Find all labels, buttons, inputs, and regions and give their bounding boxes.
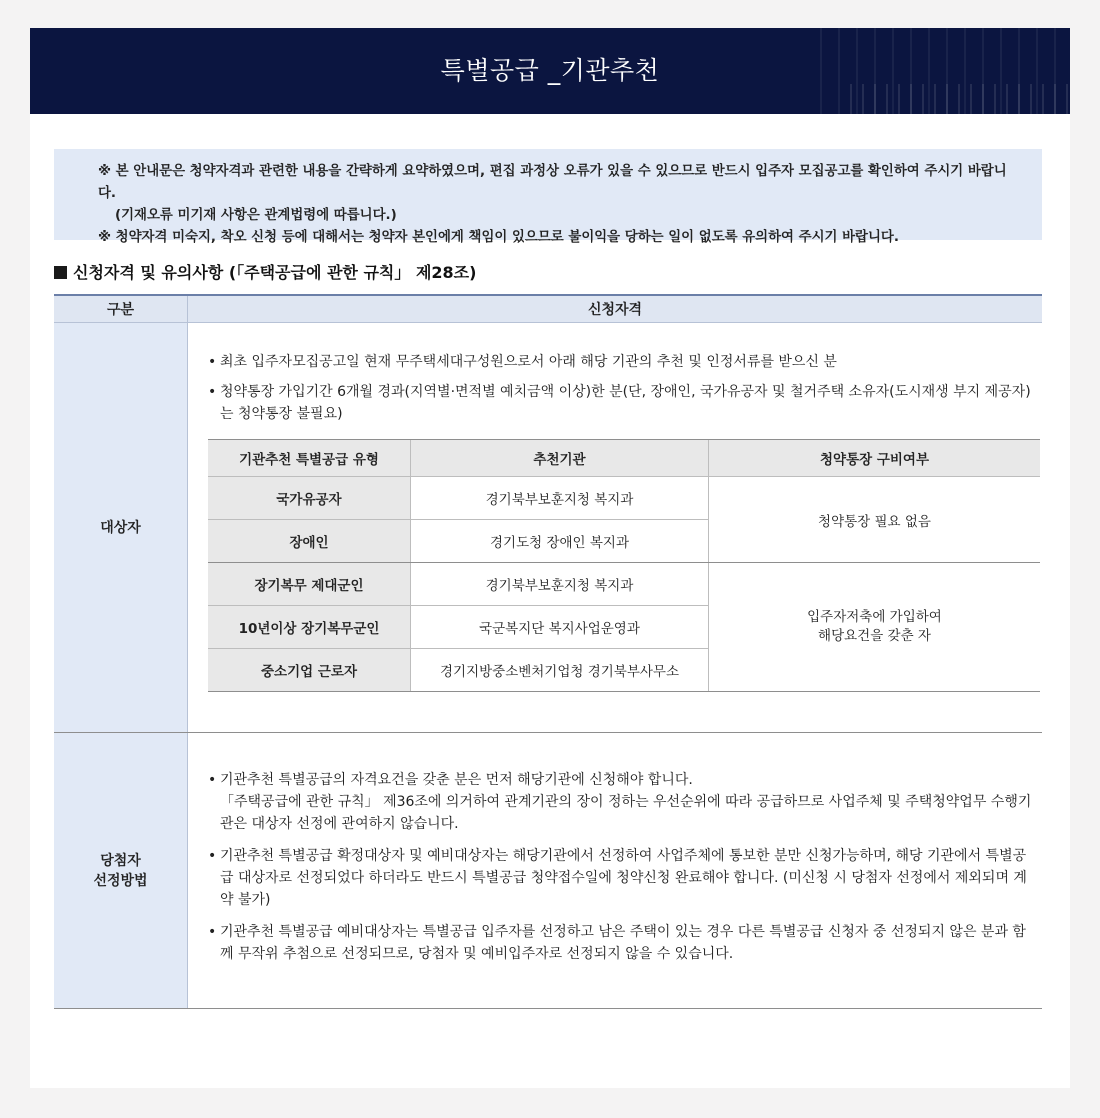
qualification-table bbox=[54, 294, 1042, 1009]
agency-cell: 경기지방중소벤처기업청 경기북부사무소 bbox=[411, 649, 709, 692]
notice-line: (기재오류 미기재 사항은 관계법령에 따릅니다.) bbox=[115, 208, 397, 223]
agency-table bbox=[208, 439, 1040, 692]
target-content bbox=[188, 323, 1043, 733]
row-label-selection bbox=[54, 733, 188, 1009]
notice-line: ※ 본 안내문은 청약자격과 관련한 내용을 간략하게 요약하였으며, 편집 과정상 오류가 있을 수 있으므로 반드시 입주자 모집공고를 확인하여 주시기 바랍니다. bbox=[98, 164, 1007, 201]
inner-header-agency: 추천기관 bbox=[411, 440, 709, 477]
table-row-selection bbox=[54, 733, 1042, 1009]
type-cell: 국가유공자 bbox=[208, 477, 411, 520]
page-title: 특별공급 _기관추천 bbox=[440, 56, 660, 85]
type-cell: 10년이상 장기복무군인 bbox=[208, 606, 411, 649]
type-cell: 장기복무 제대군인 bbox=[208, 563, 411, 606]
label-text: 선정방법 bbox=[93, 872, 148, 889]
table-row bbox=[208, 477, 1040, 520]
inner-header-account: 청약통장 구비여부 bbox=[709, 440, 1041, 477]
bullet-text: • 기관추천 특별공급 확정대상자 및 예비대상자는 해당기관에서 선정하여 사업주체에 통보한 분만 신청가능하며, 해당 기관에서 특별공급 대상자로 선정되었다 하더라도 반드시 특별공급 청약접수일에 청약신청 완료해야 합니다. (미신청 시 당첨자 선정에서 제외되며 계약 불가) bbox=[208, 845, 1032, 911]
row-label-target: 대상자 bbox=[54, 323, 188, 733]
square-bullet-icon bbox=[54, 266, 67, 279]
agency-cell: 경기북부보훈지청 복지과 bbox=[411, 477, 709, 520]
account-text: 입주자저축에 가입하여 bbox=[807, 609, 942, 625]
type-cell: 중소기업 근로자 bbox=[208, 649, 411, 692]
table-row-target bbox=[54, 323, 1042, 733]
table-row bbox=[208, 563, 1040, 606]
header-qualification: 신청자격 bbox=[188, 295, 1043, 323]
account-cell bbox=[709, 563, 1041, 692]
section-title-text: 신청자격 및 유의사항 (「주택공급에 관한 규칙」 제28조) bbox=[73, 263, 477, 282]
inner-header-type: 기관추천 특별공급 유형 bbox=[208, 440, 411, 477]
bullet-text: • 최초 입주자모집공고일 현재 무주택세대구성원으로서 아래 해당 기관의 추천 및 인정서류를 받으신 분 bbox=[208, 351, 1032, 373]
account-text: 해당요건을 갖춘 자 bbox=[818, 628, 931, 644]
sub-text: 「주택공급에 관한 규칙」 제36조에 의거하여 관계기관의 장이 정하는 우선순위에 따라 공급하므로 사업주체 및 주택청약업무 수행기관은 대상자 선정에 관여하지 않습니다. bbox=[220, 794, 1032, 832]
header-category: 구분 bbox=[54, 295, 188, 323]
agency-cell: 경기북부보훈지청 복지과 bbox=[411, 563, 709, 606]
type-cell: 장애인 bbox=[208, 520, 411, 563]
agency-cell: 경기도청 장애인 복지과 bbox=[411, 520, 709, 563]
content-card bbox=[30, 28, 1070, 1088]
bullet-text: • 청약통장 가입기간 6개월 경과(지역별·면적별 예치금액 이상)한 분(단, 장애인, 국가유공자 및 철거주택 소유자(도시재생 부지 제공자)는 청약통장 불필요) bbox=[208, 381, 1032, 425]
notice-line: ※ 청약자격 미숙지, 착오 신청 등에 대해서는 청약자 본인에게 책임이 있으므로 불이익을 당하는 일이 없도록 유의하여 주시기 바랍니다. bbox=[98, 230, 899, 245]
header-banner bbox=[30, 28, 1070, 114]
account-cell: 청약통장 필요 없음 bbox=[709, 477, 1041, 563]
agency-cell: 국군복지단 복지사업운영과 bbox=[411, 606, 709, 649]
selection-content bbox=[188, 733, 1043, 1009]
bullet-text: • 기관추천 특별공급 예비대상자는 특별공급 입주자를 선정하고 남은 주택이 있는 경우 다른 특별공급 신청자 중 선정되지 않은 분과 함께 무작위 추첨으로 선정되므로, 당첨자 및 예비입주자로 선정되지 않을 수 있습니다. bbox=[208, 921, 1032, 965]
section-title bbox=[54, 260, 476, 283]
label-text: 당첨자 bbox=[100, 852, 141, 869]
bullet-text: • 기관추천 특별공급의 자격요건을 갖춘 분은 먼저 해당기관에 신청해야 합니다. bbox=[208, 769, 1032, 791]
notice-box bbox=[54, 149, 1042, 245]
